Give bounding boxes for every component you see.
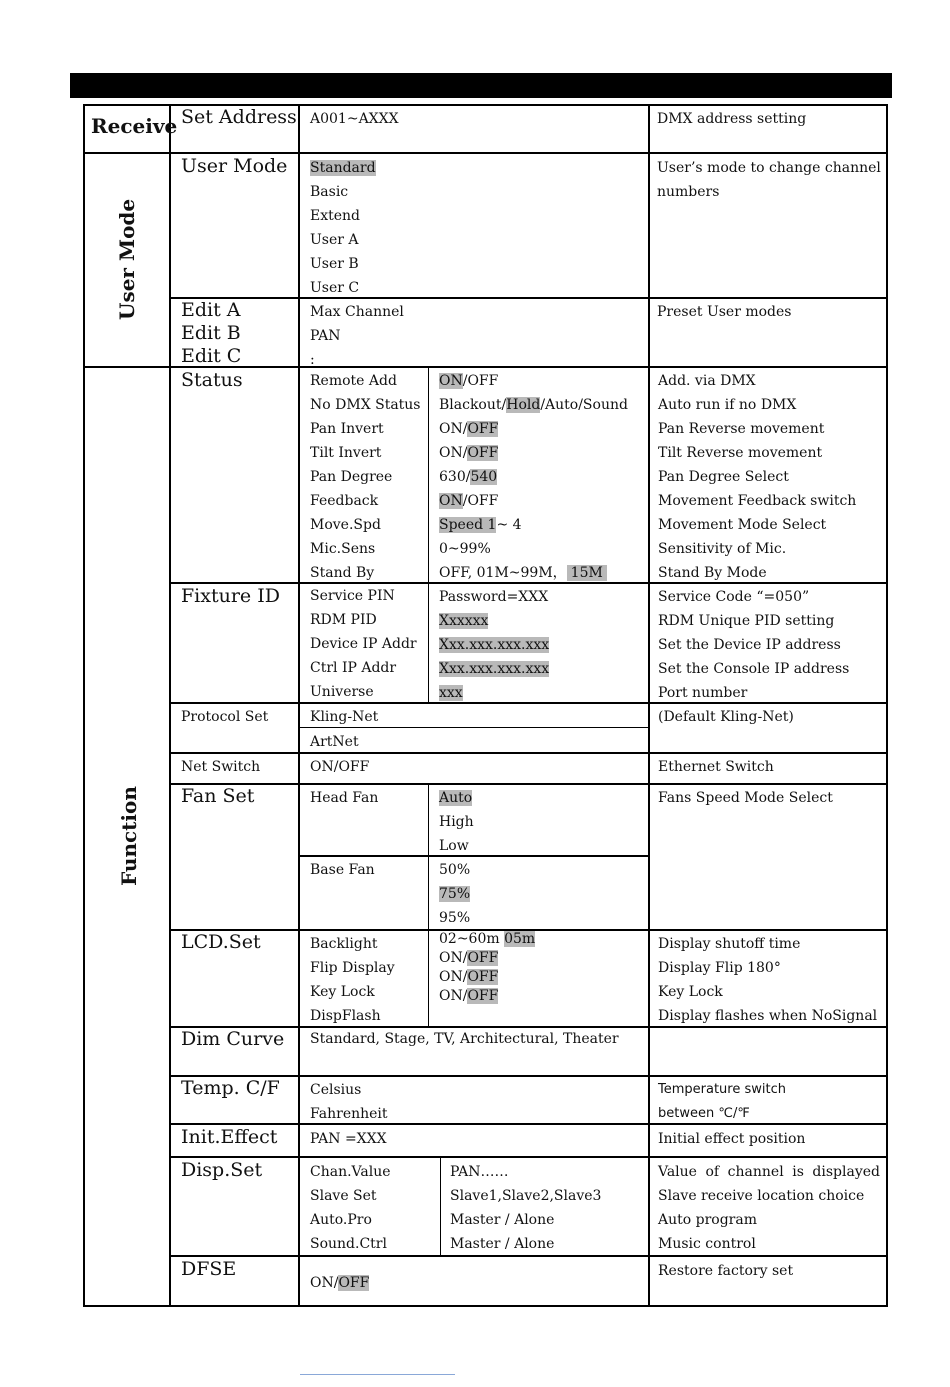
option-user-b: User B	[310, 256, 359, 272]
desc-net-switch: Ethernet Switch	[658, 759, 774, 775]
value-init-effect: PAN =XXX	[310, 1131, 387, 1147]
item-edit-b: Edit B	[181, 322, 241, 344]
item-init-effect: Init.Effect	[181, 1126, 278, 1148]
fixture-params: Service PIN RDM PID Device IP Addr Ctrl IP Addr Universe	[310, 588, 417, 700]
header-bar	[70, 73, 892, 98]
section-receive: Receive	[91, 114, 178, 138]
lcd-descs: Display shutoff time Display Flip 180° Key Lock Display flashes when NoSignal	[658, 936, 878, 1024]
option-basic: Basic	[310, 184, 349, 200]
value-set-address: A001~AXXX	[310, 111, 399, 127]
disp-values: PAN…… Slave1,Slave2,Slave3 Master / Alone Master / Alone	[450, 1164, 602, 1252]
disp-descs: Value of channel is displayed Slave receive location choice Auto program Music control	[658, 1164, 880, 1252]
option-user-a: User A	[310, 232, 359, 248]
desc-init-effect: Initial effect position	[658, 1131, 806, 1147]
item-fan-set: Fan Set	[181, 785, 255, 807]
edit-items	[181, 299, 241, 368]
option-standard: Standard	[310, 160, 376, 176]
param-head-fan: Head Fan	[310, 790, 379, 806]
fixture-descs: Service Code “=050” RDM Unique PID setting Set the Device IP address Set the Console IP address Port number	[658, 589, 850, 701]
value-dim-curve: Standard, Stage, TV, Architectural, Theater	[310, 1031, 619, 1047]
status-params: Remote Add No DMX Status Pan Invert Tilt Invert Pan Degree Feedback Move.Spd Mic.Sens Stand By	[310, 373, 421, 581]
head-fan-options: Auto High Low	[439, 790, 474, 854]
status-descs: Add. via DMX Auto run if no DMX Pan Reverse movement Tilt Reverse movement Pan Degree Select Movement Feedback switch Movement Mode Select Sensitivity of Mic. Stand By Mode	[658, 373, 857, 581]
item-disp-set: Disp.Set	[181, 1159, 263, 1181]
option-user-c: User C	[310, 280, 360, 296]
value-kling-net: Kling-Net	[310, 709, 379, 725]
item-dfse: DFSE	[181, 1258, 237, 1280]
item-status: Status	[181, 369, 243, 391]
item-user-mode: User Mode	[181, 155, 288, 177]
edit-values: Max Channel PAN :	[310, 304, 404, 368]
item-fixture-id: Fixture ID	[181, 585, 280, 607]
desc-fan-set: Fans Speed Mode Select	[658, 790, 833, 806]
lcd-params: Backlight Flip Display Key Lock DispFlash	[310, 936, 395, 1024]
temp-descs: Temperature switch between ℃/℉	[658, 1082, 786, 1121]
item-dim-curve: Dim Curve	[181, 1028, 285, 1050]
item-net-switch: Net Switch	[181, 759, 261, 775]
footer-link-line	[300, 1374, 455, 1375]
desc-preset-user-modes: Preset User modes	[657, 304, 792, 320]
status-values: ON/OFF Blackout/Hold/Auto/Sound ON/OFF ON/OFF 630/540 ON/OFF Speed 1~ 4 0~99% OFF, 01M~99M， 15M	[439, 373, 628, 581]
section-user-mode: User Mode	[115, 198, 139, 320]
section-function: Function	[117, 786, 141, 886]
item-lcd-set: LCD.Set	[181, 931, 261, 953]
value-artnet: ArtNet	[310, 734, 359, 750]
desc-set-address: DMX address setting	[657, 111, 807, 127]
item-temp: Temp. C/F	[181, 1077, 280, 1099]
base-fan-options: 50% 75% 95%	[439, 862, 471, 926]
value-net-switch: ON/OFF	[310, 759, 370, 775]
desc-protocol-set: (Default Kling-Net)	[658, 709, 794, 725]
user-mode-options	[310, 156, 376, 300]
option-extend: Extend	[310, 208, 361, 224]
desc-dfse: Restore factory set	[658, 1263, 794, 1279]
disp-params: Chan.Value Slave Set Auto.Pro Sound.Ctrl	[310, 1164, 391, 1252]
item-protocol-set: Protocol Set	[181, 709, 269, 725]
fixture-values: Password=XXX Xxxxxx Xxx.xxx.xxx.xxx Xxx.xxx.xxx.xxx xxx	[439, 589, 550, 701]
lcd-values: 02~60m 05m ON/OFF ON/OFF ON/OFF	[439, 931, 536, 1004]
temp-values: Celsius Fahrenheit	[310, 1082, 388, 1122]
item-edit-c: Edit C	[181, 345, 242, 367]
desc-user-mode: User’s mode to change channel numbers	[657, 160, 881, 200]
param-base-fan: Base Fan	[310, 862, 375, 878]
item-edit-a: Edit A	[181, 299, 241, 321]
value-dfse: ON/OFF	[310, 1275, 370, 1291]
item-set-address: Set Address	[181, 106, 297, 128]
